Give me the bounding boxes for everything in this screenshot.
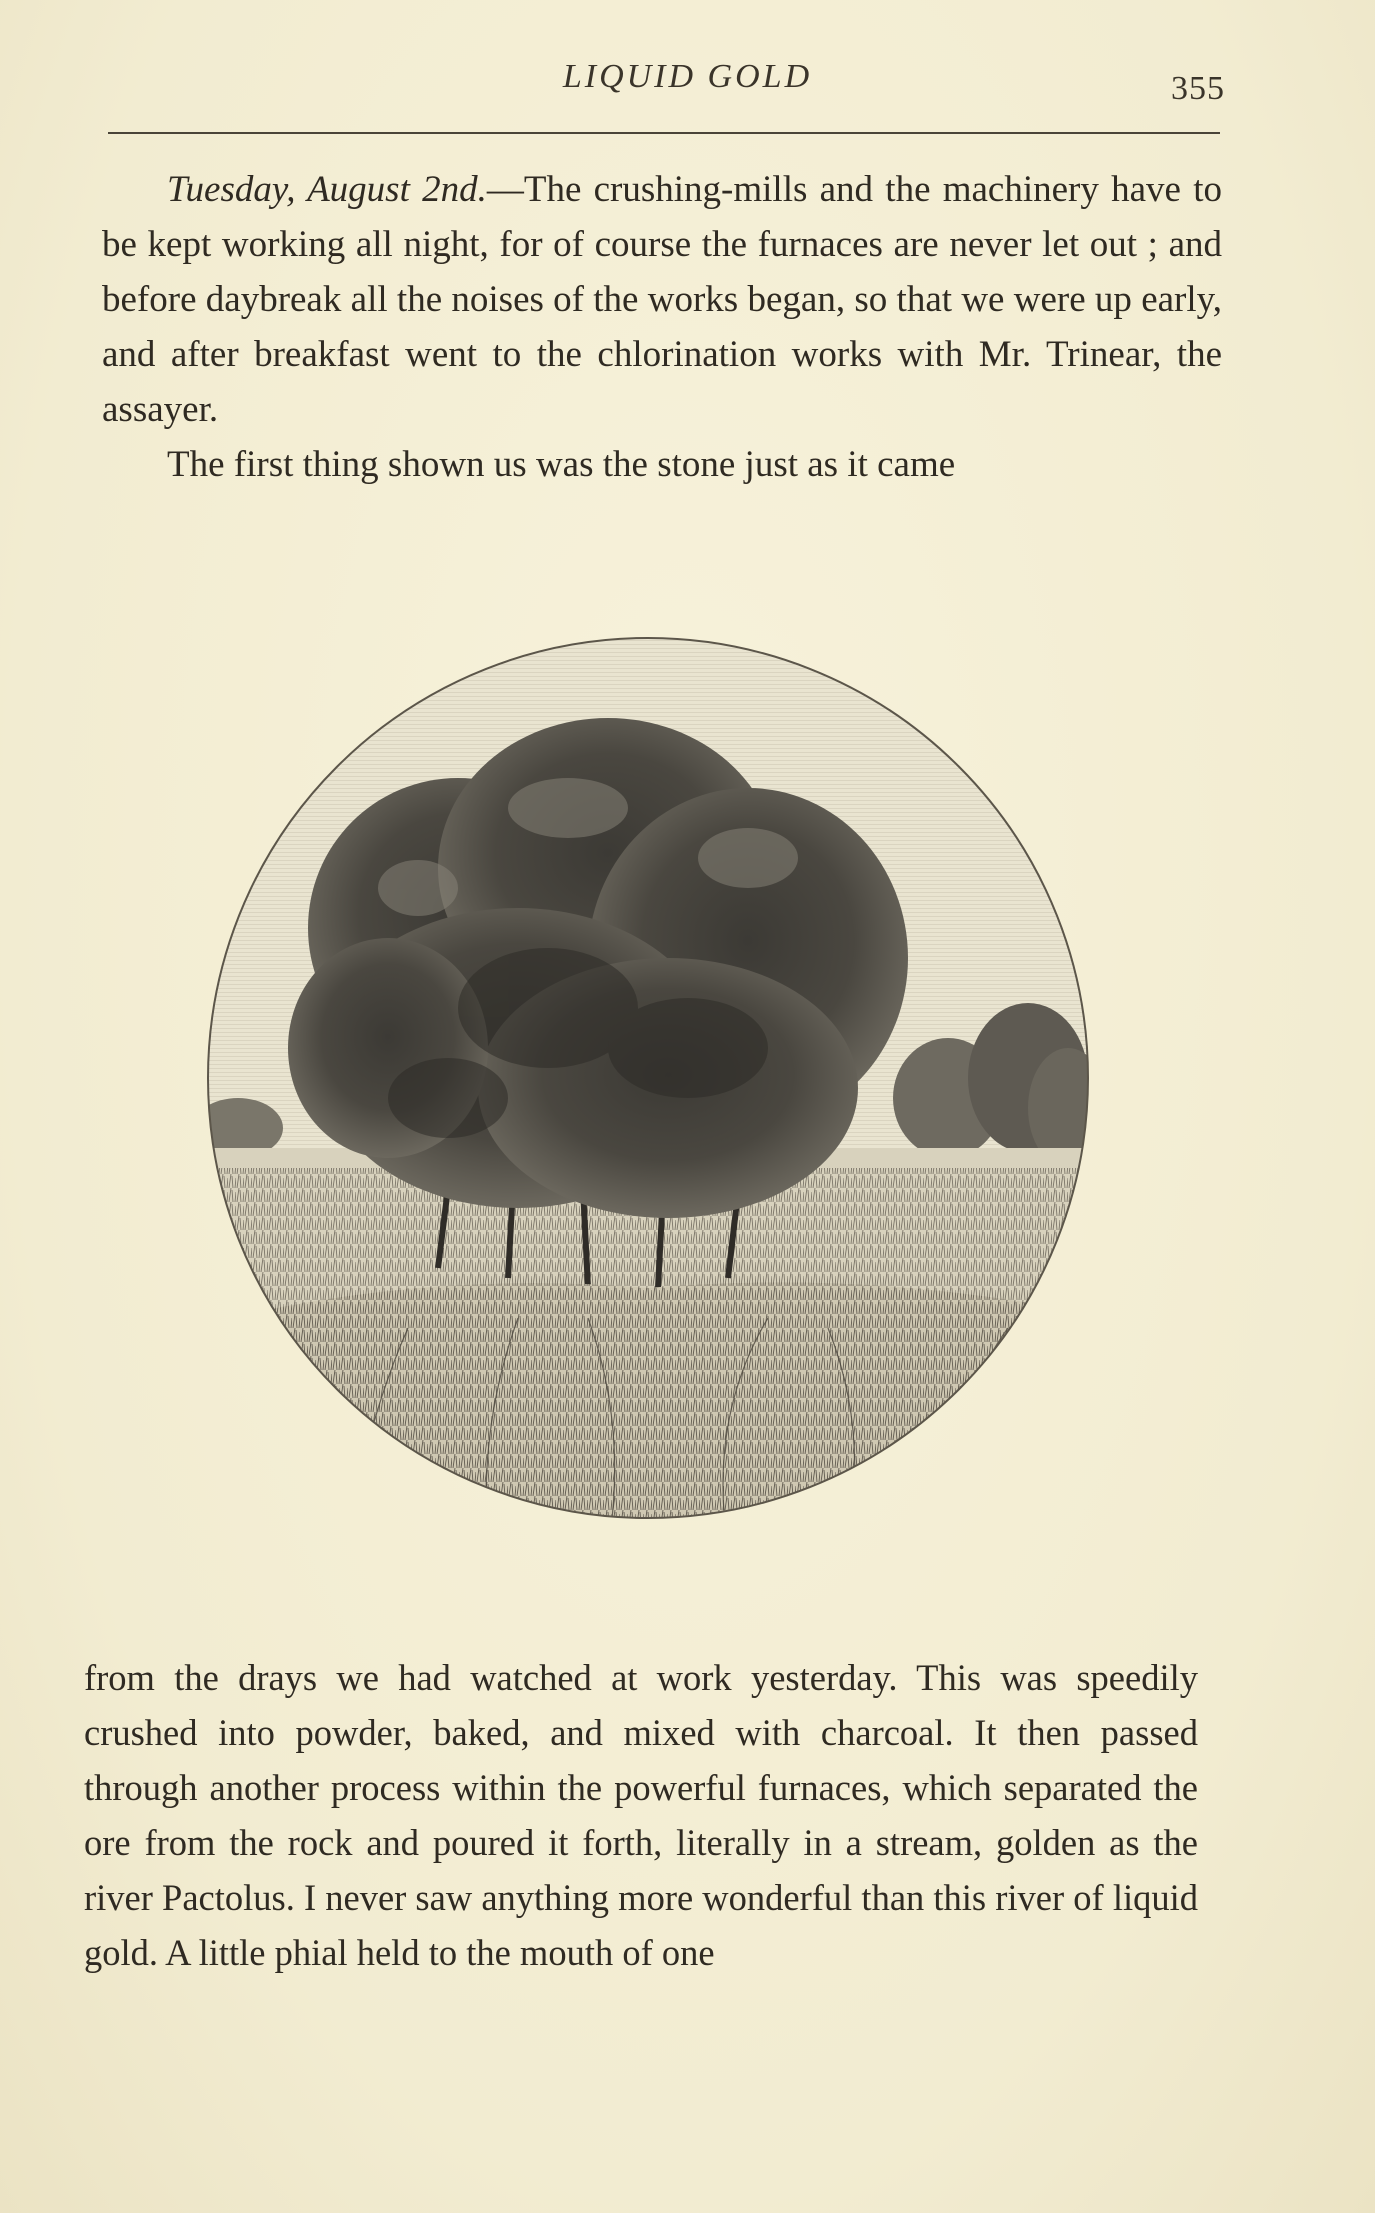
page-number: 355 xyxy=(1171,70,1225,107)
text-block-bottom xyxy=(84,1650,1198,1980)
header-rule xyxy=(108,132,1220,134)
running-title: LIQUID GOLD xyxy=(562,58,813,95)
engraving-bush-in-grass-icon xyxy=(188,628,1108,1548)
paragraph-first-thing: The first thing shown us was the stone just as it came xyxy=(167,444,956,485)
entry-date: Tuesday, August 2nd. xyxy=(167,169,487,210)
paragraph-tuesday-text: —The crushing-mills and the machinery have to be kept working all night, for of course the furnaces are never let out ; and before daybreak all the noises of the works began, so that we were up early, and after breakfast went to the chlorination works with Mr. Trinear, the assayer. xyxy=(102,169,1222,430)
paragraph-tuesday xyxy=(102,162,1222,437)
paragraph-continuation: from the drays we had watched at work yesterday. This was speedily crushed into powder, baked, and mixed with charcoal. It then passed through another process within the powerful furnaces, which separated the ore from the rock and poured it forth, literally in a stream, golden as the river Pactolus. I never saw anything more wonderful than this river of liquid gold. A little phial held to the mouth of one xyxy=(84,1657,1198,1973)
text-block-top xyxy=(102,162,1222,492)
